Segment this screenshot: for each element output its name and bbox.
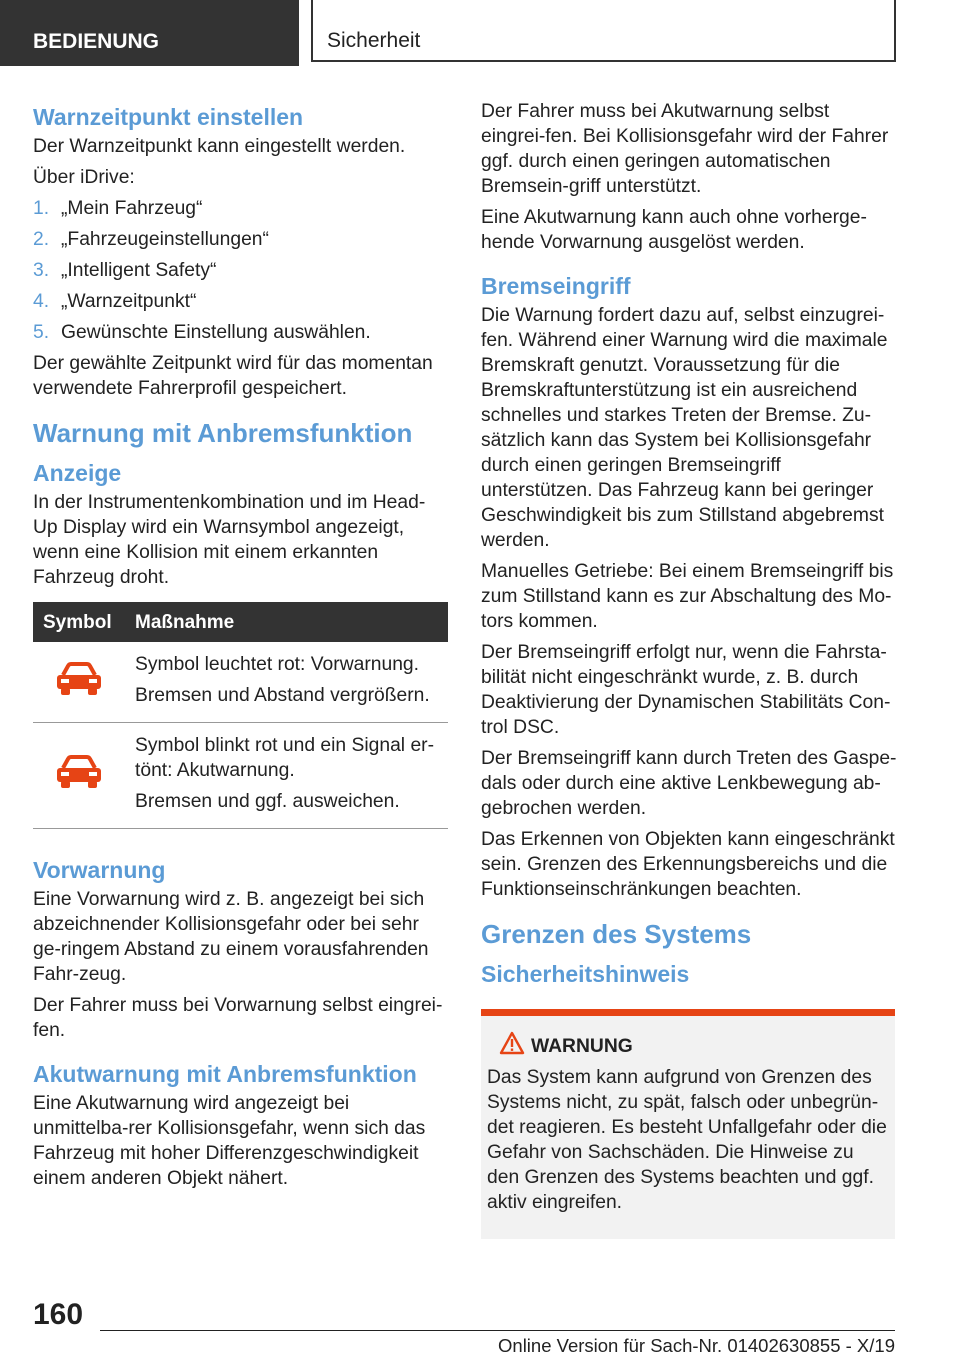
paragraph: Manuelles Getriebe: Bei einem Bremseingriff bis zum Stillstand kann es zur Abschaltung des Mo-tors kommen. bbox=[481, 561, 894, 632]
heading-akutwarnung: Akutwarnung mit Anbremsfunktion bbox=[33, 1061, 417, 1087]
heading-anzeige: Anzeige bbox=[33, 460, 122, 486]
page-header bbox=[0, 0, 960, 66]
paragraph: Eine Vorwarnung wird z. B. angezeigt bei sich abzeichnender Kollisionsgefahr oder bei sehr ge-ringem Abstand zu einem vorausfahrenden Fahr-zeug. bbox=[33, 889, 429, 985]
step-item bbox=[33, 289, 449, 314]
massnahme-cell bbox=[125, 642, 448, 723]
right-column bbox=[481, 99, 897, 1239]
footer-version-text: Online Version für Sach-Nr. 01402630855 - X/19 bbox=[498, 1335, 895, 1356]
step-item bbox=[33, 258, 449, 283]
paragraph: In der Instrumentenkombination und im Head-Up Display wird ein Warnsymbol angezeigt, wenn eine Kollision mit einem erkannten Fahrzeug droht. bbox=[33, 492, 426, 588]
heading-sicherheitshinweis: Sicherheitshinweis bbox=[481, 961, 690, 987]
paragraph: Eine Akutwarnung kann auch ohne vorherge-hende Vorwarnung ausgelöst werden. bbox=[481, 207, 867, 253]
step-text: Gewünschte Einstellung auswählen. bbox=[61, 322, 371, 343]
warning-box bbox=[481, 1009, 895, 1239]
cell-text: Bremsen und Abstand vergrößern. bbox=[135, 685, 430, 706]
left-column bbox=[33, 98, 449, 1197]
step-number: 3. bbox=[33, 260, 50, 281]
paragraph: Der Bremseingriff kann durch Treten des Gaspe-dals oder durch eine aktive Lenkbewegung ab-gebrochen werden. bbox=[481, 748, 897, 819]
warning-text: Das System kann aufgrund von Grenzen des Systems nicht, zu spät, falsch oder unbegrün-det reagieren. Es besteht Unfallgefahr oder die Gefahr von Sachschäden. Die Hinweise zu den Grenzen des Systems beachten und ggf. aktiv eingreifen. bbox=[487, 1067, 887, 1213]
paragraph: Eine Akutwarnung wird angezeigt bei unmittelba-rer Kollisionsgefahr, wenn sich das Fahrzeug mit hoher Differenzgeschwindigkeit einem anderen Objekt nähert. bbox=[33, 1093, 426, 1189]
section-label: BEDIENUNG bbox=[0, 0, 299, 66]
massnahme-cell bbox=[125, 723, 448, 829]
paragraph: Der gewählte Zeitpunkt wird für das momentan verwendete Fahrerprofil gespeichert. bbox=[33, 353, 433, 399]
table-row bbox=[33, 642, 448, 723]
cell-text: Symbol blinkt rot und ein Signal er-tönt: Akutwarnung. bbox=[135, 735, 435, 781]
step-item bbox=[33, 227, 449, 252]
step-text: „Intelligent Safety“ bbox=[61, 260, 217, 281]
step-item bbox=[33, 320, 449, 345]
heading-bremseingriff: Bremseingriff bbox=[481, 273, 631, 299]
page-number: 160 bbox=[33, 1298, 84, 1331]
heading-warnzeitpunkt: Warnzeitpunkt einstellen bbox=[33, 104, 304, 130]
warning-label: WARNUNG bbox=[531, 1036, 633, 1057]
paragraph: Der Warnzeitpunkt kann eingestellt werden. bbox=[33, 136, 406, 157]
cell-text: Symbol leuchtet rot: Vorwarnung. bbox=[135, 654, 420, 675]
topic-label: Sicherheit bbox=[311, 0, 896, 62]
car-warning-icon bbox=[53, 661, 105, 697]
paragraph: Die Warnung fordert dazu auf, selbst einzugrei-fen. Während einer Warnung wird die maximale Bremskraft genutzt. Voraussetzung für die Bremskraftunterstützung ist ein ausreichend schnelles und starkes Treten der Bremse. Zu-sätzlich kann das System bei Kollisionsgefahr durch einen geringen Bremseingriff unterstützen. Das Fahrzeug kann bei geringer Geschwindigkeit bis zum Stillstand abgebremst werden. bbox=[481, 305, 888, 551]
symbol-table bbox=[33, 602, 448, 829]
column-header-symbol: Symbol bbox=[33, 602, 125, 642]
warning-triangle-icon bbox=[499, 1031, 525, 1055]
footer-divider bbox=[100, 1330, 895, 1331]
idrive-steps-list bbox=[33, 196, 449, 345]
step-number: 4. bbox=[33, 291, 50, 312]
heading-grenzen: Grenzen des Systems bbox=[481, 919, 752, 949]
paragraph: Über iDrive: bbox=[33, 167, 135, 188]
symbol-cell bbox=[33, 723, 125, 829]
heading-vorwarnung: Vorwarnung bbox=[33, 857, 166, 883]
table-row bbox=[33, 723, 448, 829]
step-number: 1. bbox=[33, 198, 50, 219]
step-text: „Mein Fahrzeug“ bbox=[61, 198, 203, 219]
warning-title bbox=[487, 1034, 887, 1059]
car-warning-icon bbox=[53, 754, 105, 790]
paragraph: Der Fahrer muss bei Akutwarnung selbst eingrei-fen. Bei Kollisionsgefahr wird der Fahrer ggf. durch einen geringen automatischen Bremsein-griff unterstützt. bbox=[481, 101, 889, 197]
step-text: „Fahrzeugeinstellungen“ bbox=[61, 229, 269, 250]
symbol-cell bbox=[33, 642, 125, 723]
step-text: „Warnzeitpunkt“ bbox=[61, 291, 197, 312]
step-item bbox=[33, 196, 449, 221]
paragraph: Der Fahrer muss bei Vorwarnung selbst eingrei-fen. bbox=[33, 995, 443, 1041]
step-number: 2. bbox=[33, 229, 50, 250]
cell-text: Bremsen und ggf. ausweichen. bbox=[135, 791, 400, 812]
paragraph: Der Bremseingriff erfolgt nur, wenn die Fahrsta-bilität nicht eingeschränkt wurde, z. B. durch Deaktivierung der Dynamischen Stabilitäts Con-trol DSC. bbox=[481, 642, 891, 738]
heading-anbremsfunktion: Warnung mit Anbremsfunktion bbox=[33, 418, 413, 448]
column-header-massnahme: Maßnahme bbox=[125, 602, 448, 642]
step-number: 5. bbox=[33, 322, 50, 343]
paragraph: Das Erkennen von Objekten kann eingeschränkt sein. Grenzen des Erkennungsbereichs und die Funktionseinschränkungen beachten. bbox=[481, 829, 895, 900]
